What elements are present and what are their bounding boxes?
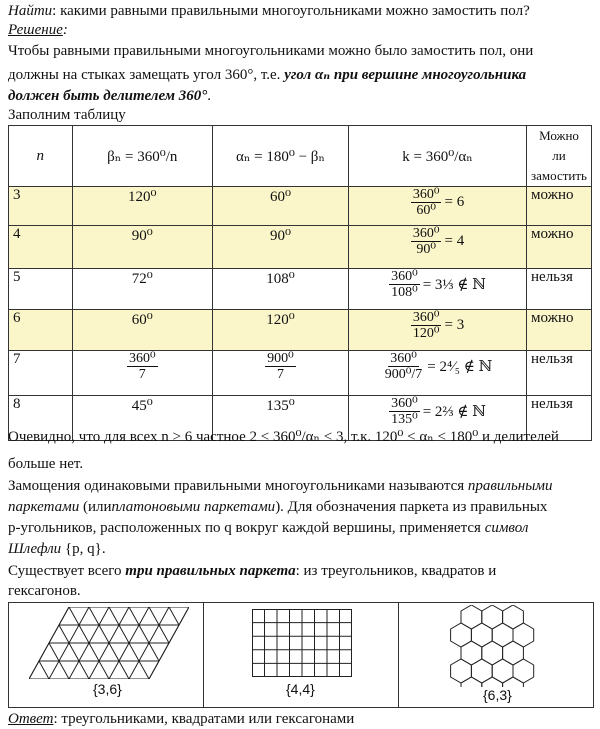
table-row (9, 187, 592, 226)
par-c: p-угольников, расположенных по q вокруг каждой вершины, применяется (8, 520, 481, 536)
header-beta: βₙ = 360⁰/n (72, 126, 212, 187)
hexagon-cell (451, 623, 472, 647)
cell-n: 8 (9, 396, 73, 441)
k-fraction (389, 269, 420, 300)
k-fraction-num: 360⁰ (412, 226, 440, 241)
hexagon-cell (503, 605, 524, 629)
cell-k (349, 226, 527, 269)
alpha-value: 108⁰ (266, 271, 295, 287)
header-can: Можно ли замостить (527, 126, 592, 187)
par-c-it: символ (484, 520, 529, 536)
k-fraction (411, 187, 442, 218)
para1-a: Чтобы равными правильными многоугольниками можно было замостить пол, они (8, 43, 534, 59)
table-row (9, 269, 592, 310)
par-b: (или (82, 499, 112, 515)
tiling-hexagons (399, 603, 593, 707)
hexagon-cell (482, 641, 503, 665)
beta-value: 90⁰ (131, 228, 153, 244)
cell-beta (72, 351, 212, 396)
header-alpha: αₙ = 180⁰ − βₙ (212, 126, 348, 187)
cell-n: 7 (9, 351, 73, 396)
obvious-line: Очевидно, что для всех n > 6 частное 2 < 360⁰/αₙ < 3, т.к. 120⁰ < αₙ < 180⁰ и делителей (8, 429, 559, 445)
header-n (9, 126, 73, 187)
tiling-label-1: {3,6} (93, 681, 122, 697)
k-fraction-num: 360⁰ (391, 269, 418, 284)
cell-k (349, 269, 527, 310)
hexagon-cell (471, 659, 492, 683)
cell-k (349, 310, 527, 351)
exist-em: три правильных паркета (125, 563, 296, 579)
beta-value: 120⁰ (128, 189, 157, 205)
beta-fraction (127, 351, 158, 382)
k-fraction-den: 90⁰ (416, 242, 436, 257)
k-fraction (389, 396, 420, 427)
cell-alpha (212, 187, 348, 226)
exist-line-c: гексагонов. (8, 583, 81, 599)
solution-line (8, 21, 594, 40)
task-text: : какими равными правильными многоугольниками можно замостить пол? (52, 3, 530, 19)
table-row (9, 310, 592, 351)
para1-c: должен быть делителем 360° (8, 88, 208, 104)
alpha-value: 60⁰ (269, 189, 291, 205)
parquet-line-d (8, 540, 594, 559)
hexagon-cell (503, 677, 524, 687)
k-fraction-den: 135⁰ (391, 412, 418, 427)
cell-alpha (212, 351, 348, 396)
cell-can: нельзя (527, 396, 592, 441)
beta-value: 45⁰ (131, 398, 153, 414)
beta-fraction-den: 7 (138, 367, 146, 382)
hexagon-cell (492, 659, 513, 683)
answer-text: : треугольниками, квадратами или гексагонами (53, 711, 355, 727)
alpha-fraction (265, 351, 296, 382)
cell-n: 5 (9, 269, 73, 310)
header-k: k = 360⁰/αₙ (349, 126, 527, 187)
angle-table (8, 125, 592, 441)
k-fraction-den: 120⁰ (412, 326, 440, 341)
table-body (9, 187, 592, 441)
hexagon-cell (482, 605, 503, 629)
par-b2: ). Для обозначения паркета из правильных (275, 499, 548, 515)
beta-value: 60⁰ (131, 312, 153, 328)
parquet-line-c (8, 519, 594, 538)
k-fraction (383, 351, 425, 382)
alpha-value: 120⁰ (266, 312, 295, 328)
para1-dot: . (207, 88, 212, 104)
cell-alpha (212, 226, 348, 269)
parquet-line-b (8, 498, 594, 517)
k-rest: = 3⅓ ∉ ℕ (422, 277, 486, 293)
cell-can: нельзя (527, 351, 592, 396)
exist-b: : из треугольников, квадратов и (295, 563, 497, 579)
k-fraction-num: 360⁰ (412, 187, 440, 202)
k-fraction-den: 900⁰/7 (384, 367, 423, 382)
hexagon-cell (461, 677, 482, 687)
cell-can: можно (527, 226, 592, 269)
par-a: Замощения одинаковыми правильными многоугольниками называются (8, 478, 465, 494)
fill-table: Заполним таблицу (8, 107, 126, 123)
table-row (9, 351, 592, 396)
task-line (8, 2, 594, 21)
alpha-value: 90⁰ (269, 228, 291, 244)
cell-n: 6 (9, 310, 73, 351)
k-rest: = 2⅔ ∉ ℕ (422, 404, 486, 420)
cell-k (349, 187, 527, 226)
para1-c-line (8, 87, 594, 106)
parquet-line-a (8, 477, 594, 496)
hexagon-cell (492, 623, 513, 647)
hexagon-cell (513, 659, 534, 683)
cell-can: можно (527, 187, 592, 226)
par-a-it: правильными (467, 478, 553, 494)
answer-label: Ответ (8, 711, 54, 727)
k-fraction-den: 60⁰ (416, 203, 436, 218)
header-n-text: n (36, 147, 45, 164)
more-line: больше нет. (8, 456, 84, 472)
cell-can: нельзя (527, 269, 592, 310)
cell-n: 3 (9, 187, 73, 226)
hexagon-cell (451, 659, 472, 683)
alpha-fraction-den: 7 (276, 367, 284, 382)
hexagon-cell (461, 641, 482, 665)
exist-a: Существует всего (8, 563, 122, 579)
table-header-row (9, 126, 592, 187)
beta-value: 72⁰ (131, 271, 153, 287)
k-fraction-den: 108⁰ (391, 285, 418, 300)
answer-line (8, 710, 594, 729)
square-tiling-image (252, 609, 352, 677)
k-rest: = 6 (444, 194, 465, 210)
k-fraction-num: 360⁰ (391, 396, 418, 411)
k-fraction-num: 360⁰ (412, 310, 440, 325)
hexagon-cell (513, 623, 534, 647)
alpha-fraction-num: 900⁰ (267, 351, 294, 366)
cell-alpha (212, 269, 348, 310)
para1-b: должны на стыках замещать угол 360°, т.е. (8, 67, 281, 83)
solution-colon: : (62, 22, 68, 38)
cell-alpha (212, 310, 348, 351)
cell-can: можно (527, 310, 592, 351)
k-rest: = 4 (444, 233, 465, 249)
hexagon-cell (461, 605, 482, 629)
tiling-squares (204, 603, 399, 707)
par-d: {p, q}. (64, 541, 106, 557)
cell-beta (72, 187, 212, 226)
k-rest: = 3 (444, 317, 465, 333)
k-fraction (411, 226, 442, 257)
tilings-box (8, 602, 594, 708)
cell-k (349, 351, 527, 396)
exist-line (8, 562, 594, 581)
triangle-tiling-image (29, 607, 189, 679)
task-label: Найти (8, 3, 53, 19)
hexagon-cell (482, 677, 503, 687)
para1-em: угол αₙ при вершине многоугольника (284, 67, 527, 83)
cell-beta (72, 226, 212, 269)
par-b-it: паркетами (8, 499, 80, 515)
k-fraction (411, 310, 442, 341)
solution-label: Решение (8, 22, 63, 38)
tiling-triangles (9, 603, 204, 707)
para1-b-line (8, 66, 594, 85)
par-b-it2: платоновыми паркетами (111, 499, 276, 515)
hexagon-cell (471, 623, 492, 647)
cell-beta (72, 310, 212, 351)
tiling-label-2: {4,4} (286, 681, 315, 697)
par-d-it: Шлефли (8, 541, 62, 557)
hexagon-cell (503, 641, 524, 665)
hexagon-tiling-image (437, 605, 557, 687)
k-rest: = 2⁴⁄₅ ∉ ℕ (427, 359, 493, 375)
tiling-label-3: {6,3} (483, 687, 512, 703)
cell-n: 4 (9, 226, 73, 269)
cell-beta (72, 269, 212, 310)
alpha-value: 135⁰ (266, 398, 295, 414)
k-fraction-num: 360⁰ (390, 351, 417, 366)
table-row (9, 226, 592, 269)
beta-fraction-num: 360⁰ (128, 351, 156, 366)
